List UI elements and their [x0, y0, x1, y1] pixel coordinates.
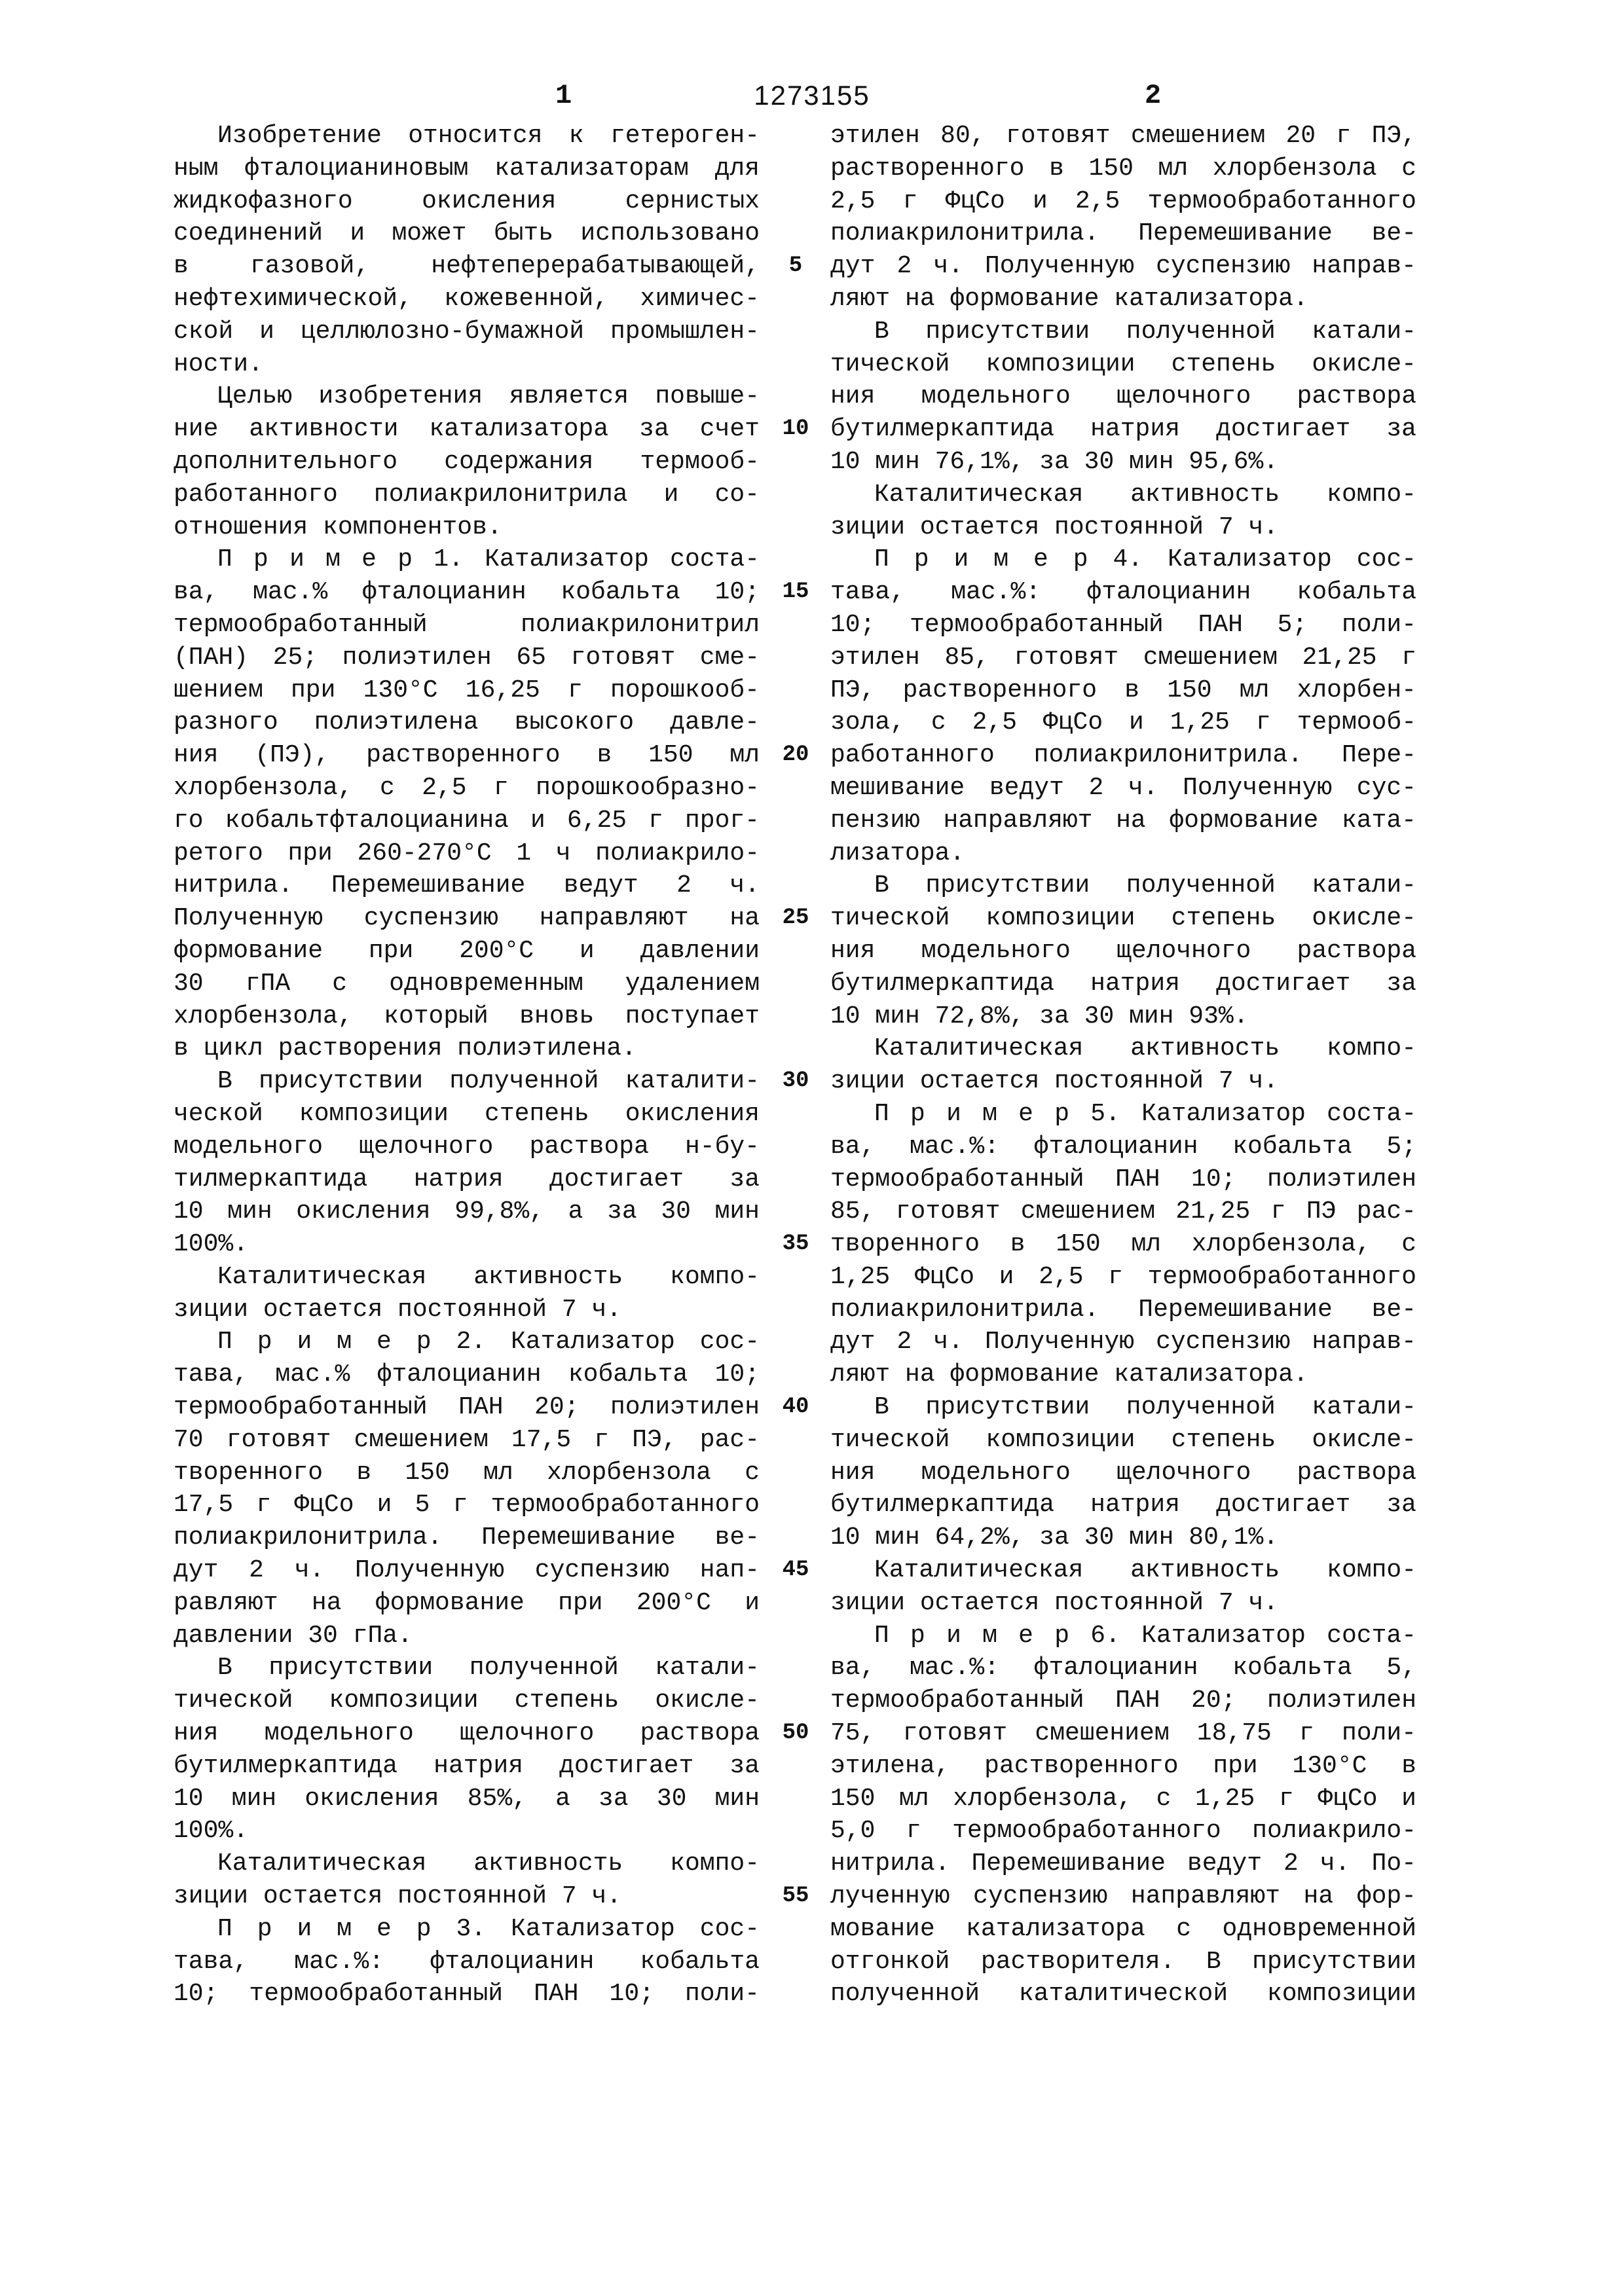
text-line: В присутствии полученной катали-	[174, 1652, 760, 1685]
text-line: в газовой, нефтеперерабатывающей,	[174, 250, 760, 283]
text-column-left	[174, 120, 760, 2011]
text-line: полиакрилонитрила. Перемешивание ве-	[174, 1522, 760, 1554]
text-line: Каталитическая активность компо-	[830, 1554, 1416, 1587]
text-line: творенного в 150 мл хлорбензола с	[174, 1457, 760, 1489]
text-line: П р и м е р 5. Катализатор соста-	[830, 1098, 1416, 1131]
text-line: модельного щелочного раствора н-бу-	[174, 1131, 760, 1163]
text-line: Каталитическая активность компо-	[174, 1848, 760, 1880]
paragraph	[830, 1032, 1416, 1098]
text-line: 10 мин окисления 99,8%, а за 30 мин	[174, 1195, 760, 1228]
text-line: дополнительного содержания термооб-	[174, 446, 760, 479]
text-line: Каталитическая активность компо-	[830, 479, 1416, 511]
text-line: 70 готовят смешением 17,5 г ПЭ, рас-	[174, 1424, 760, 1457]
text-line: формование при 200°С и давлении	[174, 935, 760, 968]
line-number: 10	[779, 413, 812, 446]
text-line: зиции остается постоянной 7 ч.	[174, 1294, 760, 1326]
paragraph	[830, 120, 1416, 316]
line-number: 35	[779, 1228, 812, 1261]
text-line: этилен 80, готовят смешением 20 г ПЭ,	[830, 120, 1416, 153]
text-line: бутилмеркаптида натрия достигает за	[174, 1750, 760, 1783]
text-line: зиции остается постоянной 7 ч.	[830, 1065, 1416, 1098]
paragraph	[174, 1326, 760, 1652]
line-number: 40	[779, 1391, 812, 1424]
text-line: тава, мас.% фталоцианин кобальта 10;	[174, 1358, 760, 1391]
text-line: 10 мин 64,2%, за 30 мин 80,1%.	[830, 1522, 1416, 1554]
text-line: нефтехимической, кожевенной, химичес-	[174, 283, 760, 316]
text-line: 85, готовят смешением 21,25 г ПЭ рас-	[830, 1195, 1416, 1228]
text-line: Каталитическая активность компо-	[174, 1261, 760, 1294]
text-line: В присутствии полученной каталити-	[174, 1065, 760, 1098]
text-line: ляют на формование катализатора.	[830, 283, 1416, 316]
text-line: бутилмеркаптида натрия достигает за	[830, 968, 1416, 1000]
text-line: П р и м е р 2. Катализатор сос-	[174, 1326, 760, 1358]
text-line: 10; термообработанный ПАН 10; поли-	[174, 1978, 760, 2011]
text-line: тической композиции степень окисле-	[830, 348, 1416, 381]
text-line: 100%.	[174, 1228, 760, 1261]
page-number-left: 1	[555, 80, 572, 111]
text-line: полиакрилонитрила. Перемешивание ве-	[830, 217, 1416, 250]
text-line: П р и м е р 1. Катализатор соста-	[174, 543, 760, 576]
text-line: ПЭ, растворенного в 150 мл хлорбен-	[830, 674, 1416, 707]
text-line: ческой композиции степень окисления	[174, 1098, 760, 1131]
paragraph	[830, 479, 1416, 544]
text-line: ния модельного щелочного раствора	[830, 1457, 1416, 1489]
text-column-right	[830, 120, 1416, 2011]
text-line: работанного полиакрилонитрила. Пере-	[830, 739, 1416, 772]
text-line: термообработанный ПАН 20; полиэтилен	[830, 1685, 1416, 1717]
text-line: П р и м е р 6. Катализатор соста-	[830, 1620, 1416, 1652]
text-line: го кобальтфталоцианина и 6,25 г прог-	[174, 805, 760, 837]
paragraph	[174, 1652, 760, 1848]
text-line: лученную суспензию направляют на фор-	[830, 1880, 1416, 1913]
paragraph	[174, 1261, 760, 1326]
text-line: равляют на формование при 200°С и	[174, 1587, 760, 1620]
text-line: 2,5 г ФцСо и 2,5 термообработанного	[830, 185, 1416, 218]
text-line: отношения компонентов.	[174, 511, 760, 544]
paragraph	[830, 1098, 1416, 1391]
text-line: этилен 85, готовят смешением 21,25 г	[830, 642, 1416, 674]
text-line: в цикл растворения полиэтилена.	[174, 1032, 760, 1065]
text-line: ва, мас.%: фталоцианин кобальта 5,	[830, 1652, 1416, 1685]
text-line: отгонкой растворителя. В присутствии	[830, 1946, 1416, 1978]
text-line: термообработанный ПАН 20; полиэтилен	[174, 1391, 760, 1424]
text-line: ния (ПЭ), растворенного в 150 мл	[174, 739, 760, 772]
text-line: дут 2 ч. Полученную суспензию направ-	[830, 1326, 1416, 1358]
text-line: мешивание ведут 2 ч. Полученную сус-	[830, 772, 1416, 805]
text-line: 100%.	[174, 1815, 760, 1848]
text-line: 10 мин окисления 85%, а за 30 мин	[174, 1783, 760, 1815]
text-line: (ПАН) 25; полиэтилен 65 готовят сме-	[174, 642, 760, 674]
text-line: тилмеркаптида натрия достигает за	[174, 1163, 760, 1196]
paragraph	[830, 869, 1416, 1032]
text-line: зиции остается постоянной 7 ч.	[830, 1587, 1416, 1620]
text-line: жидкофазного окисления сернистых	[174, 185, 760, 218]
text-line: тической композиции степень окисле-	[830, 1424, 1416, 1457]
text-line: полученной каталитической композиции	[830, 1978, 1416, 2011]
text-line: 10; термообработанный ПАН 5; поли-	[830, 609, 1416, 642]
text-line: хлорбензола, который вновь поступает	[174, 1000, 760, 1033]
line-number: 15	[779, 576, 812, 609]
line-number: 5	[779, 250, 812, 283]
text-line: соединений и может быть использовано	[174, 217, 760, 250]
text-line: тической композиции степень окисле-	[174, 1685, 760, 1717]
text-line: 10 мин 72,8%, за 30 мин 93%.	[830, 1000, 1416, 1033]
page-number-right: 2	[1145, 80, 1161, 111]
paragraph	[830, 1620, 1416, 2011]
text-line: творенного в 150 мл хлорбензола, с	[830, 1228, 1416, 1261]
text-line: зиции остается постоянной 7 ч.	[830, 511, 1416, 544]
text-line: шением при 130°С 16,25 г порошкооб-	[174, 674, 760, 707]
text-line: ва, мас.% фталоцианин кобальта 10;	[174, 576, 760, 609]
text-line: мование катализатора с одновременной	[830, 1913, 1416, 1946]
text-line: 17,5 г ФцСо и 5 г термообработанного	[174, 1489, 760, 1522]
text-line: растворенного в 150 мл хлорбензола с	[830, 153, 1416, 185]
text-line: хлорбензола, с 2,5 г порошкообразно-	[174, 772, 760, 805]
paragraph	[830, 1554, 1416, 1620]
text-line: полиакрилонитрила. Перемешивание ве-	[830, 1294, 1416, 1326]
text-line: зиции остается постоянной 7 ч.	[174, 1880, 760, 1913]
line-number: 45	[779, 1554, 812, 1587]
text-line: дут 2 ч. Полученную суспензию нап-	[174, 1554, 760, 1587]
text-line: ва, мас.%: фталоцианин кобальта 5;	[830, 1131, 1416, 1163]
text-line: тава, мас.%: фталоцианин кобальта	[174, 1946, 760, 1978]
text-line: ным фталоцианиновым катализаторам для	[174, 153, 760, 185]
text-line: 10 мин 76,1%, за 30 мин 95,6%.	[830, 446, 1416, 479]
line-number: 30	[779, 1065, 812, 1098]
text-line: 75, готовят смешением 18,75 г поли-	[830, 1717, 1416, 1750]
text-line: бутилмеркаптида натрия достигает за	[830, 413, 1416, 446]
paragraph	[174, 543, 760, 1065]
text-line: 150 мл хлорбензола, с 1,25 г ФцСо и	[830, 1783, 1416, 1815]
text-line: Полученную суспензию направляют на	[174, 902, 760, 935]
patent-number: 1273155	[740, 80, 884, 111]
text-line: 30 гПА с одновременным удалением	[174, 968, 760, 1000]
text-line: тической композиции степень окисле-	[830, 902, 1416, 935]
text-line: ляют на формование катализатора.	[830, 1358, 1416, 1391]
paragraph	[174, 380, 760, 543]
text-line: Целью изобретения является повыше-	[174, 380, 760, 413]
text-line: лизатора.	[830, 837, 1416, 870]
paragraph	[830, 1391, 1416, 1554]
text-line: термообработанный ПАН 10; полиэтилен	[830, 1163, 1416, 1196]
text-line: разного полиэтилена высокого давле-	[174, 706, 760, 739]
line-number: 50	[779, 1717, 812, 1750]
text-line: работанного полиакрилонитрила и со-	[174, 479, 760, 511]
text-line: зола, с 2,5 ФцСо и 1,25 г термооб-	[830, 706, 1416, 739]
paragraph	[174, 1065, 760, 1261]
line-number: 55	[779, 1880, 812, 1913]
text-line: П р и м е р 4. Катализатор сос-	[830, 543, 1416, 576]
text-line: нитрила. Перемешивание ведут 2 ч. По-	[830, 1848, 1416, 1880]
paragraph	[174, 120, 760, 380]
text-line: ской и целлюлозно-бумажной промышлен-	[174, 316, 760, 348]
text-line: этилена, растворенного при 130°С в	[830, 1750, 1416, 1783]
text-line: 1,25 ФцСо и 2,5 г термообработанного	[830, 1261, 1416, 1294]
text-line: В присутствии полученной катали-	[830, 316, 1416, 348]
text-line: дут 2 ч. Полученную суспензию направ-	[830, 250, 1416, 283]
paragraph	[174, 1913, 760, 2011]
line-number: 25	[779, 902, 812, 935]
text-line: тава, мас.%: фталоцианин кобальта	[830, 576, 1416, 609]
text-line: В присутствии полученной катали-	[830, 1391, 1416, 1424]
text-line: ния модельного щелочного раствора	[830, 935, 1416, 968]
paragraph	[830, 316, 1416, 479]
paragraph	[174, 1848, 760, 1913]
paragraph	[830, 543, 1416, 869]
text-line: ретого при 260-270°С 1 ч полиакрило-	[174, 837, 760, 870]
text-line: ния модельного щелочного раствора	[830, 380, 1416, 413]
text-line: ние активности катализатора за счет	[174, 413, 760, 446]
text-line: Каталитическая активность компо-	[830, 1032, 1416, 1065]
text-line: ния модельного щелочного раствора	[174, 1717, 760, 1750]
text-line: П р и м е р 3. Катализатор сос-	[174, 1913, 760, 1946]
text-line: пензию направляют на формование ката-	[830, 805, 1416, 837]
text-line: бутилмеркаптида натрия достигает за	[830, 1489, 1416, 1522]
text-line: ности.	[174, 348, 760, 381]
text-line: нитрила. Перемешивание ведут 2 ч.	[174, 869, 760, 902]
text-line: Изобретение относится к гетероген-	[174, 120, 760, 153]
text-line: В присутствии полученной катали-	[830, 869, 1416, 902]
line-number: 20	[779, 739, 812, 772]
text-line: давлении 30 гПа.	[174, 1620, 760, 1652]
text-line: термообработанный полиакрилонитрил	[174, 609, 760, 642]
text-line: 5,0 г термообработанного полиакрило-	[830, 1815, 1416, 1848]
